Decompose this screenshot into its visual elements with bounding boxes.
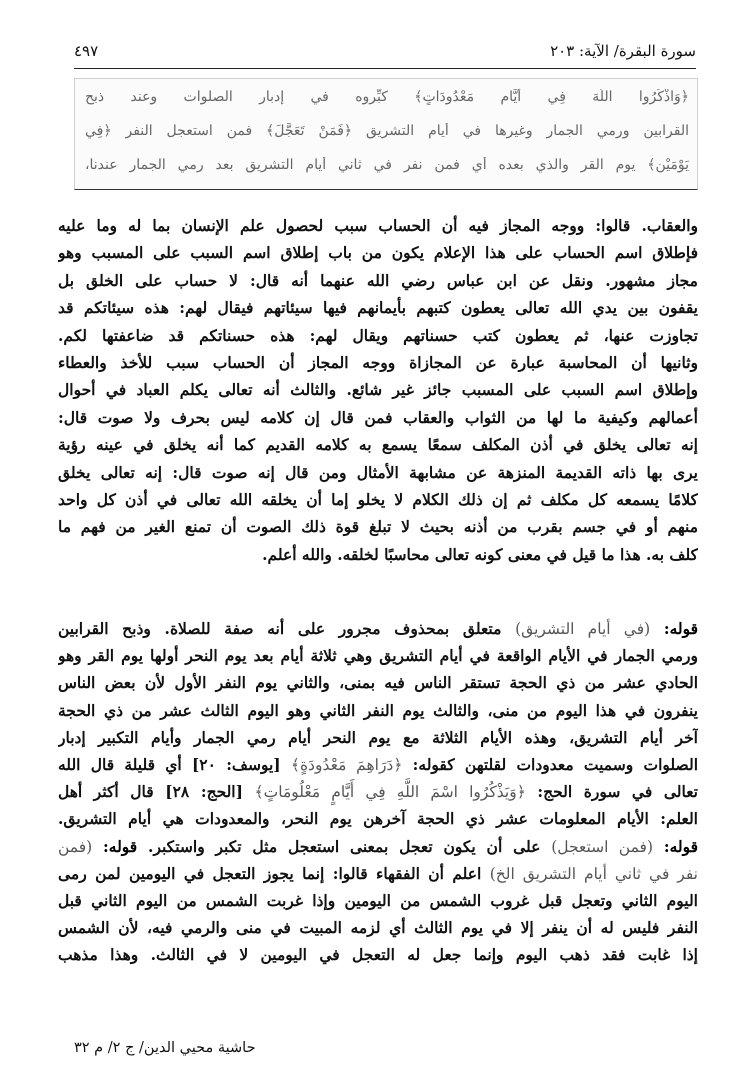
commentary-text: على أن يكون تعجل بمعنى استعجل مثل تكبر واستكبر. xyxy=(148,836,541,856)
commentary-section-1 xyxy=(58,212,698,568)
qawluhu-label: قوله: xyxy=(663,619,698,638)
commentary-line: فإطلاق اسم الحساب على هذا الإعلام يكون من باب إطلاق اسم السبب على المسبب وهو xyxy=(58,243,698,263)
commentary-line xyxy=(58,833,698,860)
commentary-line: إنه تعالى يخلق في أذن المكلف سمعًا يسمع به كلامه القديم كما أنه يخلق في عينه رؤية xyxy=(58,435,698,455)
commentary-line xyxy=(58,860,698,887)
footer-signature: حاشية محيي الدين/ ج ٢/ م ٣٢ xyxy=(74,1040,256,1056)
commentary-line: ورمي الجمار في الأيام الواقعة في أيام التشريق وهي ثلاثة أيام بعد يوم النحر أولها يوم القر وهو xyxy=(58,646,698,666)
verse-line: يَوْمَيْنِ﴾ يوم القر والذي بعده أي فمن نفر في ثاني أيام التشريق بعد رمي الجمار عندنا، xyxy=(85,157,689,173)
commentary-line: آخر أيام التشريق، وهذه الأيام الثلاثة مع يوم النحر أيام رمي الجمار وأيام التكبير إدبار xyxy=(58,727,698,747)
quoted-phrase: (فمن xyxy=(58,837,93,856)
commentary-line: مجاز مشهور. ونقل عن ابن عباس رضي الله عنهما أنه قال: لا حساب على الخلق بل xyxy=(58,270,698,290)
page-header xyxy=(74,38,696,69)
commentary-line xyxy=(58,615,698,642)
commentary-line xyxy=(58,751,698,778)
commentary-line: كلامًا يسمعه كل مكلف ثم إن ذلك الكلام لا يخلو إما أن يخلقه الله تعالى في أذن كل واحد xyxy=(58,489,698,509)
commentary-line: ينفرون في هذا اليوم من منى، والثالث يوم النفر الثاني وهو اليوم الثالث عشر من ذي الحجة xyxy=(58,700,698,720)
commentary-line: النفر فليس له أن ينفر إلا في يوم الثالث أي لزمه المبيت في منى والرمي فيه، لأن الشمس xyxy=(58,918,698,938)
qawluhu-label: قوله: xyxy=(663,836,698,856)
commentary-line: يرى بها ذاته القديمة المنزهة عن مشابهة الأمثال ومن قال إنه صوت قال: إنه تعالى يخلق xyxy=(58,462,698,482)
commentary-line: تجاوزت عنها، ثم يعطون كتب حسناتهم ويقال لهم: هذه حسناتكم قد ضاعفتها لكم. xyxy=(58,325,698,345)
commentary-line: إذا غابت فقد ذهب اليوم وإنما جعل له التعجل في اليومين لا في الثالث. وهذا مذهب xyxy=(58,945,698,965)
commentary-text: تعالى في سورة الحج: xyxy=(537,782,698,802)
quoted-phrase: (في أيام التشريق) xyxy=(515,620,651,638)
verse-line: القرابين ورمي الجمار وغيرها في أيام التشريق ﴿فَمَنْ تَعَجَّلَ﴾ فمن استعجل النفر ﴿فِي xyxy=(85,123,689,139)
page-number: ٤٩٧ xyxy=(74,42,99,60)
commentary-line: والعقاب. قالوا: ووجه المجاز فيه أن الحساب سبب لحصول علم الإنسان بما له وما عليه xyxy=(58,216,698,235)
quoted-verse: ﴿دَرَاهِمَ مَعْدُودَةٍ﴾ xyxy=(290,755,403,774)
surah-reference: سورة البقرة/ الآية: ٢٠٣ xyxy=(550,42,696,60)
commentary-text: [الحج: ٢٨] قال أكثر أهل xyxy=(58,782,243,802)
qawluhu-label: قوله: xyxy=(103,836,138,856)
commentary-line: اليوم الثاني وتعجل قبل غروب الشمس من اليومين وإذا غربت الشمس من اليوم الثاني قبل xyxy=(58,890,698,910)
quoted-phrase: نفر في ثاني أيام التشريق الخ) xyxy=(489,864,698,883)
commentary-line xyxy=(58,778,698,805)
commentary-line: يقفون بين يدي الله تعالى يعطون كتبهم بأيمانهم فيها سيئاتهم فيقال لهم: هذه سيئاتكم قد xyxy=(58,298,698,318)
commentary-line: أعمالهم وكيفية ما لها من الثواب والعقاب فمن قال إن كلامه ليس بحرف ولا صوت قال: xyxy=(58,407,698,427)
commentary-line: وثانيها أن المحاسبة عبارة عن المجازاة ووجه المجاز أن الحساب سبب للأخذ والعطاء xyxy=(58,352,698,372)
verse-line: ﴿وَاذْكُرُوا اللَّهَ فِي أَيَّامٍ مَعْدُودَاتٍ﴾ كبِّروه في إدبار الصلوات وعند ذبح xyxy=(85,89,689,105)
commentary-text: اعلم أن الفقهاء قالوا: إنما يجوز التعجل في اليومين لمن رمى xyxy=(58,863,482,883)
commentary-text: متعلق بمحذوف مجرور على أنه صفة للصلاة. وذبح القرابين xyxy=(58,619,502,638)
commentary-line: كلف به. هذا ما قيل في معنى كونه تعالى محاسبًا لخلقه. والله أعلم. xyxy=(262,544,698,564)
commentary-line: الحادي عشر من ذي الحجة تستقر الناس فيه بمنى، والثاني يوم النفر الأول لأن بعض الناس xyxy=(58,673,698,693)
quoted-phrase: (فمن استعجل) xyxy=(551,837,654,856)
commentary-line: وإطلاق اسم السبب على المسبب جائز غير شائع. والثالث أنه تعالى يكلم العباد في أحوال xyxy=(58,380,698,400)
commentary-line: منهم أو في جسم بقرب من أذنه بحيث لا تبلغ قوة ذلك الصوت أن تمنع الغير من فهم ما xyxy=(58,517,698,537)
commentary-text: [يوسف: ٢٠] أي قليلة قال الله xyxy=(58,754,281,774)
quran-verse-box xyxy=(74,78,698,190)
commentary-section-2 xyxy=(58,615,698,968)
quoted-verse: ﴿وَيَذْكُرُوا اسْمَ اللَّهِ فِي أَيَّامٍ مَعْلُومَاتٍ﴾ xyxy=(254,783,526,802)
commentary-text: الصلوات وسميت معدودات لقلتهن كقوله: xyxy=(412,754,698,774)
commentary-line: العلم: الأيام المعلومات عشر ذي الحجة آخرهن يوم النحر، والمعدودات هي أيام التشريق. xyxy=(58,809,698,829)
